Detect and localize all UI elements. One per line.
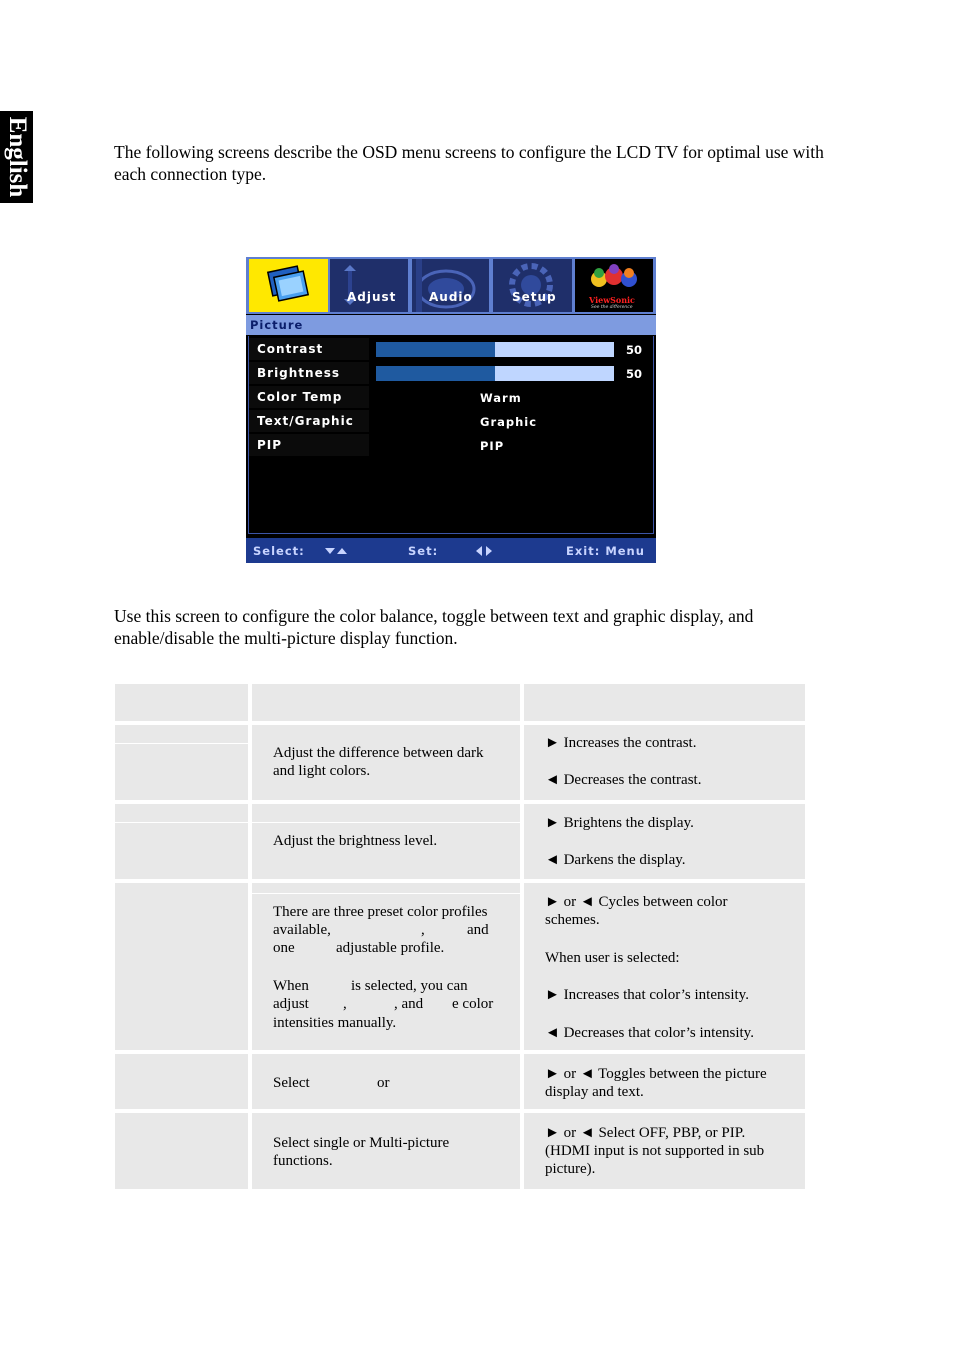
tab-adjust-label: Adjust xyxy=(347,290,397,304)
tab-audio-label: Audio xyxy=(429,290,473,304)
language-tab xyxy=(0,111,33,203)
header-cell-description xyxy=(252,684,520,721)
header-cell-item xyxy=(115,684,248,721)
action-line: ◄ Decreases that color’s intensity. xyxy=(545,1025,754,1041)
action-line: ► or ◄ Select OFF, PBP, or PIP. xyxy=(545,1125,746,1141)
intro-paragraph: The following screens describe the OSD menu screens to configure the LCD TV for optimal use with each connection type. xyxy=(114,142,824,184)
row-pip-action-cell xyxy=(524,1113,805,1189)
row-brightness-item-cell xyxy=(115,804,248,879)
osd-footer xyxy=(246,538,656,563)
desc-line: There are three preset color profiles xyxy=(273,904,488,920)
osd-row-label: Brightness xyxy=(257,366,341,380)
desc-line: and xyxy=(467,922,489,938)
osd-row-label: Text/Graphic xyxy=(257,414,354,428)
desc-line: , and xyxy=(394,996,424,1012)
tab-adjust[interactable] xyxy=(330,259,408,312)
tab-picture[interactable] xyxy=(249,259,328,312)
desc-line: , xyxy=(343,996,347,1012)
osd-menu-body xyxy=(248,336,654,534)
picture-icon xyxy=(249,259,328,312)
brand-logo xyxy=(575,259,653,312)
desc-line: Adjust the difference between dark xyxy=(273,745,484,761)
desc-line: one xyxy=(273,940,295,956)
action-line: (HDMI input is not supported in sub xyxy=(545,1143,765,1159)
row-contrast-desc-cell xyxy=(252,725,520,800)
contrast-value: 50 xyxy=(626,343,643,357)
action-line: ► Increases that color’s intensity. xyxy=(545,987,749,1003)
osd-screen xyxy=(246,257,656,563)
row-text-graphic-action-cell xyxy=(524,1054,805,1109)
contrast-slider[interactable] xyxy=(376,342,614,357)
pip-value: PIP xyxy=(480,439,505,453)
desc-line: functions. xyxy=(273,1153,333,1169)
osd-section-title: Picture xyxy=(250,318,304,332)
desc-line: is selected, you can xyxy=(351,978,468,994)
desc-line: and light colors. xyxy=(273,763,371,779)
action-line: picture). xyxy=(545,1161,596,1177)
language-tab-label: English xyxy=(3,116,31,198)
osd-row-pip[interactable] xyxy=(249,434,653,456)
description-paragraph: Use this screen to configure the color balance, toggle between text and graphic display, and enable/disable the multi-picture display function. xyxy=(114,606,754,648)
osd-row-text-graphic[interactable] xyxy=(249,410,653,432)
tab-setup-label: Setup xyxy=(512,290,557,304)
row-color-temp-desc-cell xyxy=(252,883,520,1050)
desc-line: or xyxy=(377,1075,390,1091)
desc-line: Select single or Multi-picture xyxy=(273,1135,450,1151)
row-contrast-action-cell xyxy=(524,725,805,800)
desc-line: e color xyxy=(452,996,494,1012)
desc-line: adjustable profile. xyxy=(336,940,445,956)
color-temp-value: Warm xyxy=(480,391,522,405)
row-text-graphic-item-cell xyxy=(115,1054,248,1109)
speaker-icon xyxy=(412,259,489,312)
row-pip-item-cell xyxy=(115,1113,248,1189)
tab-audio[interactable] xyxy=(412,259,489,312)
desc-line: , xyxy=(421,922,425,938)
birds-logo-icon xyxy=(575,259,653,295)
footer-set-label: Set: xyxy=(408,544,439,558)
settings-table xyxy=(114,683,806,1190)
brand-name: ViewSonic xyxy=(589,295,635,305)
action-line: ► or ◄ Toggles between the picture xyxy=(545,1066,767,1082)
action-line: display and text. xyxy=(545,1084,644,1100)
osd-row-color-temp[interactable] xyxy=(249,386,653,408)
action-line: ◄ Darkens the display. xyxy=(545,852,686,868)
desc-line: When xyxy=(273,978,309,994)
brightness-value: 50 xyxy=(626,367,643,381)
row-text-graphic-desc-cell xyxy=(252,1054,520,1109)
desc-line: adjust xyxy=(273,996,309,1012)
row-color-temp-action-cell xyxy=(524,883,805,1050)
gear-icon xyxy=(493,259,572,312)
text-graphic-value: Graphic xyxy=(480,415,538,429)
left-right-arrows-icon xyxy=(476,546,494,556)
desc-line: Adjust the brightness level. xyxy=(273,833,438,849)
osd-tab-bar xyxy=(246,257,656,314)
osd-section-header xyxy=(246,315,656,335)
footer-exit-label: Exit: Menu xyxy=(566,544,645,558)
row-pip-desc-cell xyxy=(252,1113,520,1189)
action-line: schemes. xyxy=(545,912,600,928)
row-color-temp-item-cell xyxy=(115,883,248,1050)
row-brightness-action-cell xyxy=(524,804,805,879)
brightness-slider[interactable] xyxy=(376,366,614,381)
up-down-arrows-icon xyxy=(325,546,349,556)
action-line: ► Brightens the display. xyxy=(545,815,694,831)
action-line: ► or ◄ Cycles between color xyxy=(545,894,728,910)
footer-select-label: Select: xyxy=(253,544,305,558)
osd-row-label: PIP xyxy=(257,438,283,452)
osd-row-contrast[interactable] xyxy=(249,338,653,360)
desc-line: Select xyxy=(273,1075,310,1091)
action-line: ◄ Decreases the contrast. xyxy=(545,772,702,788)
brand-tagline: See the difference xyxy=(591,305,633,310)
header-cell-action xyxy=(524,684,805,721)
action-line: When user is selected: xyxy=(545,950,680,966)
row-brightness-desc-cell xyxy=(252,804,520,879)
tab-setup[interactable] xyxy=(493,259,572,312)
action-line: ► Increases the contrast. xyxy=(545,735,697,751)
osd-row-label: Color Temp xyxy=(257,390,343,404)
osd-row-brightness[interactable] xyxy=(249,362,653,384)
adjust-arrows-icon xyxy=(330,259,408,312)
desc-line: intensities manually. xyxy=(273,1015,397,1031)
osd-row-label: Contrast xyxy=(257,342,324,356)
row-contrast-item-cell xyxy=(115,725,248,800)
desc-line: available, xyxy=(273,922,331,938)
